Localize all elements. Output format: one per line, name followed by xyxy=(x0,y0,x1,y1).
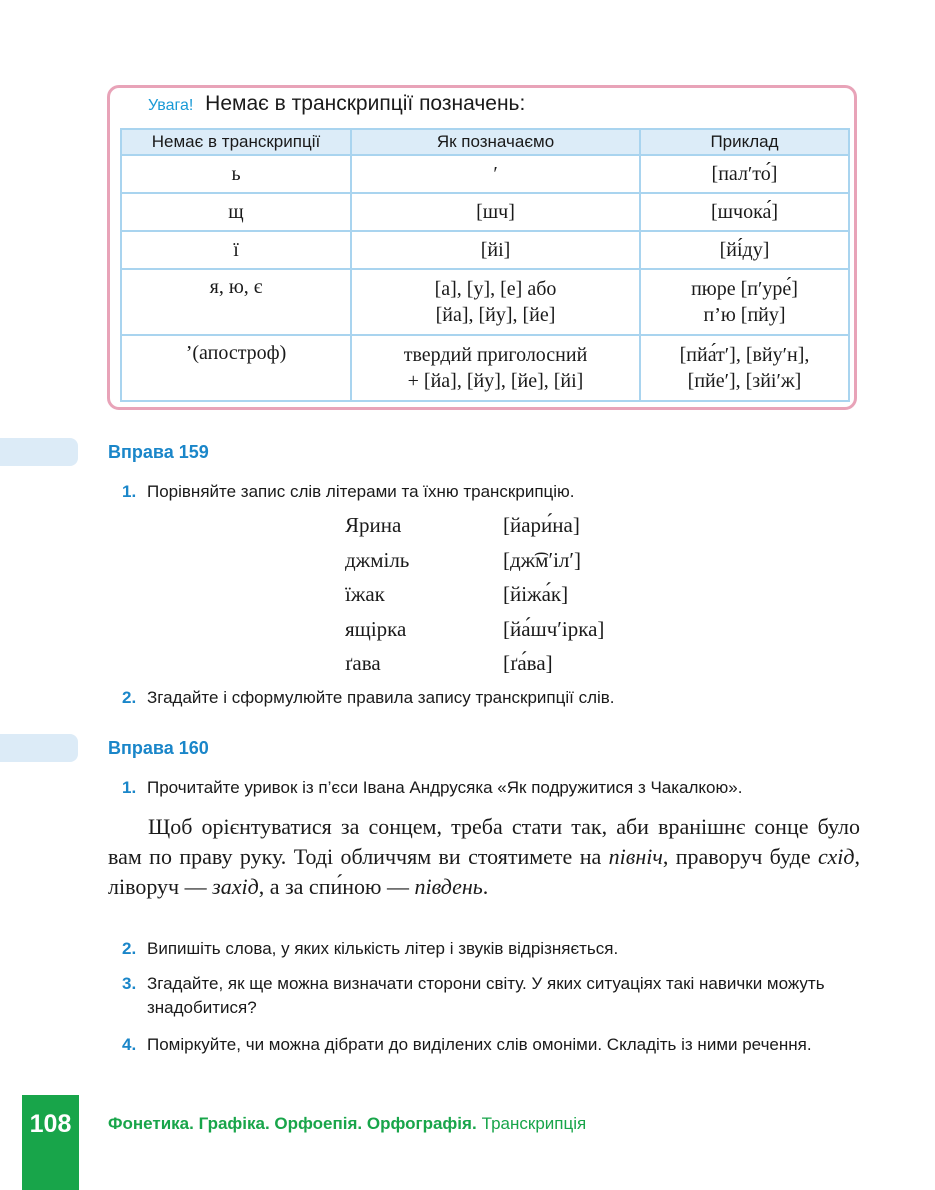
attention-heading xyxy=(148,92,525,116)
page-number: 108 xyxy=(29,1110,72,1138)
passage-text: , ліворуч — xyxy=(108,844,860,899)
task-number: 2. xyxy=(122,939,137,958)
highlighted-word: північ xyxy=(608,844,663,869)
footer-section: Фонетика. Графіка. Орфоепія. Орфографія. xyxy=(108,1114,477,1133)
passage-text: , а за спи́ною — xyxy=(258,874,415,899)
word: джміль xyxy=(345,547,410,572)
transcription: [дж͡м′іл′] xyxy=(503,547,581,572)
word: Ярина xyxy=(345,513,402,537)
table-cell: ′ xyxy=(351,155,640,193)
table-cell: [йі] xyxy=(351,231,640,269)
exercise-tab-marker xyxy=(0,734,78,762)
table-row xyxy=(121,269,849,335)
table-row xyxy=(121,193,849,231)
table-cell: щ xyxy=(121,193,351,231)
task-text: Згадайте і сформулюйте правила запису транскрипції слів. xyxy=(147,688,615,707)
table-cell: [шч] xyxy=(351,193,640,231)
table-cell: ь xyxy=(121,155,351,193)
table-cell: [а], [у], [е] або [йа], [йу], [йе] xyxy=(351,269,640,335)
footer-topic: Транскрипція xyxy=(481,1114,587,1133)
table-cell: пюре [п′уре́] п’ю [пйу] xyxy=(640,269,849,335)
transcription-table xyxy=(120,128,850,402)
exercise-160-title: Вправа 160 xyxy=(108,738,209,758)
word: ґава xyxy=(345,651,381,675)
transcription: [ґа́ва] xyxy=(503,651,553,675)
column-header: Як позначаємо xyxy=(351,129,640,155)
task-text: Порівняйте запис слів літерами та їхню транскрипцію. xyxy=(147,482,575,501)
table-cell: [пал′то́] xyxy=(640,155,849,193)
task-number: 4. xyxy=(122,1035,137,1054)
word: їжак xyxy=(345,582,385,606)
word: ящірка xyxy=(345,616,407,641)
exercise-159-task-2 xyxy=(122,686,615,710)
exercise-159-title: Вправа 159 xyxy=(108,442,209,462)
column-header: Немає в транскрипції xyxy=(121,129,351,155)
highlighted-word: схід xyxy=(818,844,855,869)
task-number: 1. xyxy=(122,482,137,501)
exercise-160-task-3 xyxy=(122,972,862,1020)
table-row xyxy=(121,155,849,193)
task-text: Прочитайте уривок із п’єси Івана Андрусяка «Як подружитися з Чакалкою». xyxy=(147,778,743,797)
exercise-160-task-2 xyxy=(122,937,618,961)
table-cell: [шчока́] xyxy=(640,193,849,231)
task-number: 3. xyxy=(122,974,137,993)
passage-text: , праворуч буде xyxy=(662,844,819,869)
reading-passage xyxy=(108,812,860,902)
transcription: [йари́на] xyxy=(503,513,580,537)
task-text: Випишіть слова, у яких кількість літер і звуків відрізняється. xyxy=(147,939,619,958)
column-header: Приклад xyxy=(640,129,849,155)
transcription: [йіжа́к] xyxy=(503,582,569,606)
task-text: Поміркуйте, чи можна дібрати до виділених слів омоніми. Складіть із ними речення. xyxy=(147,1035,812,1054)
table-row xyxy=(121,335,849,401)
table-cell: [пйа́т′], [вйу′н], [пйе′], [зйі′ж] xyxy=(640,335,849,401)
task-number: 2. xyxy=(122,688,137,707)
task-number: 1. xyxy=(122,778,137,797)
table-header-row xyxy=(121,129,849,155)
exercise-159-task-1 xyxy=(122,480,575,504)
exercise-tab-marker xyxy=(0,438,78,466)
table-cell: твердий приголосний + [йа], [йу], [йе], [йі] xyxy=(351,335,640,401)
exercise-160-task-4 xyxy=(122,1033,862,1057)
exercise-160-task-1 xyxy=(122,776,742,800)
table-cell: [йі́ду] xyxy=(640,231,849,269)
table-cell: ’(апостроф) xyxy=(121,335,351,401)
attention-title: Немає в транскрипції позначень: xyxy=(205,92,526,115)
passage-text: . xyxy=(482,874,489,899)
highlighted-word: захід xyxy=(212,874,259,899)
footer-running-title xyxy=(108,1114,586,1134)
table-cell: я, ю, є xyxy=(121,269,351,335)
transcription: [йа́шч′ірка] xyxy=(503,616,605,641)
attention-label: Увага! xyxy=(148,97,194,114)
highlighted-word: південь xyxy=(414,874,483,899)
table-row xyxy=(121,231,849,269)
passage-text: Щоб орієнтуватися за сонцем, треба стати так, аби вранішнє сонце було вам по праву руку. Тоді обличчям ви стоятимете на xyxy=(108,814,860,869)
table-cell: ї xyxy=(121,231,351,269)
task-text: Згадайте, як ще можна визначати сторони світу. У яких ситуаціях такі навички можуть знадобитися? xyxy=(147,974,825,1017)
